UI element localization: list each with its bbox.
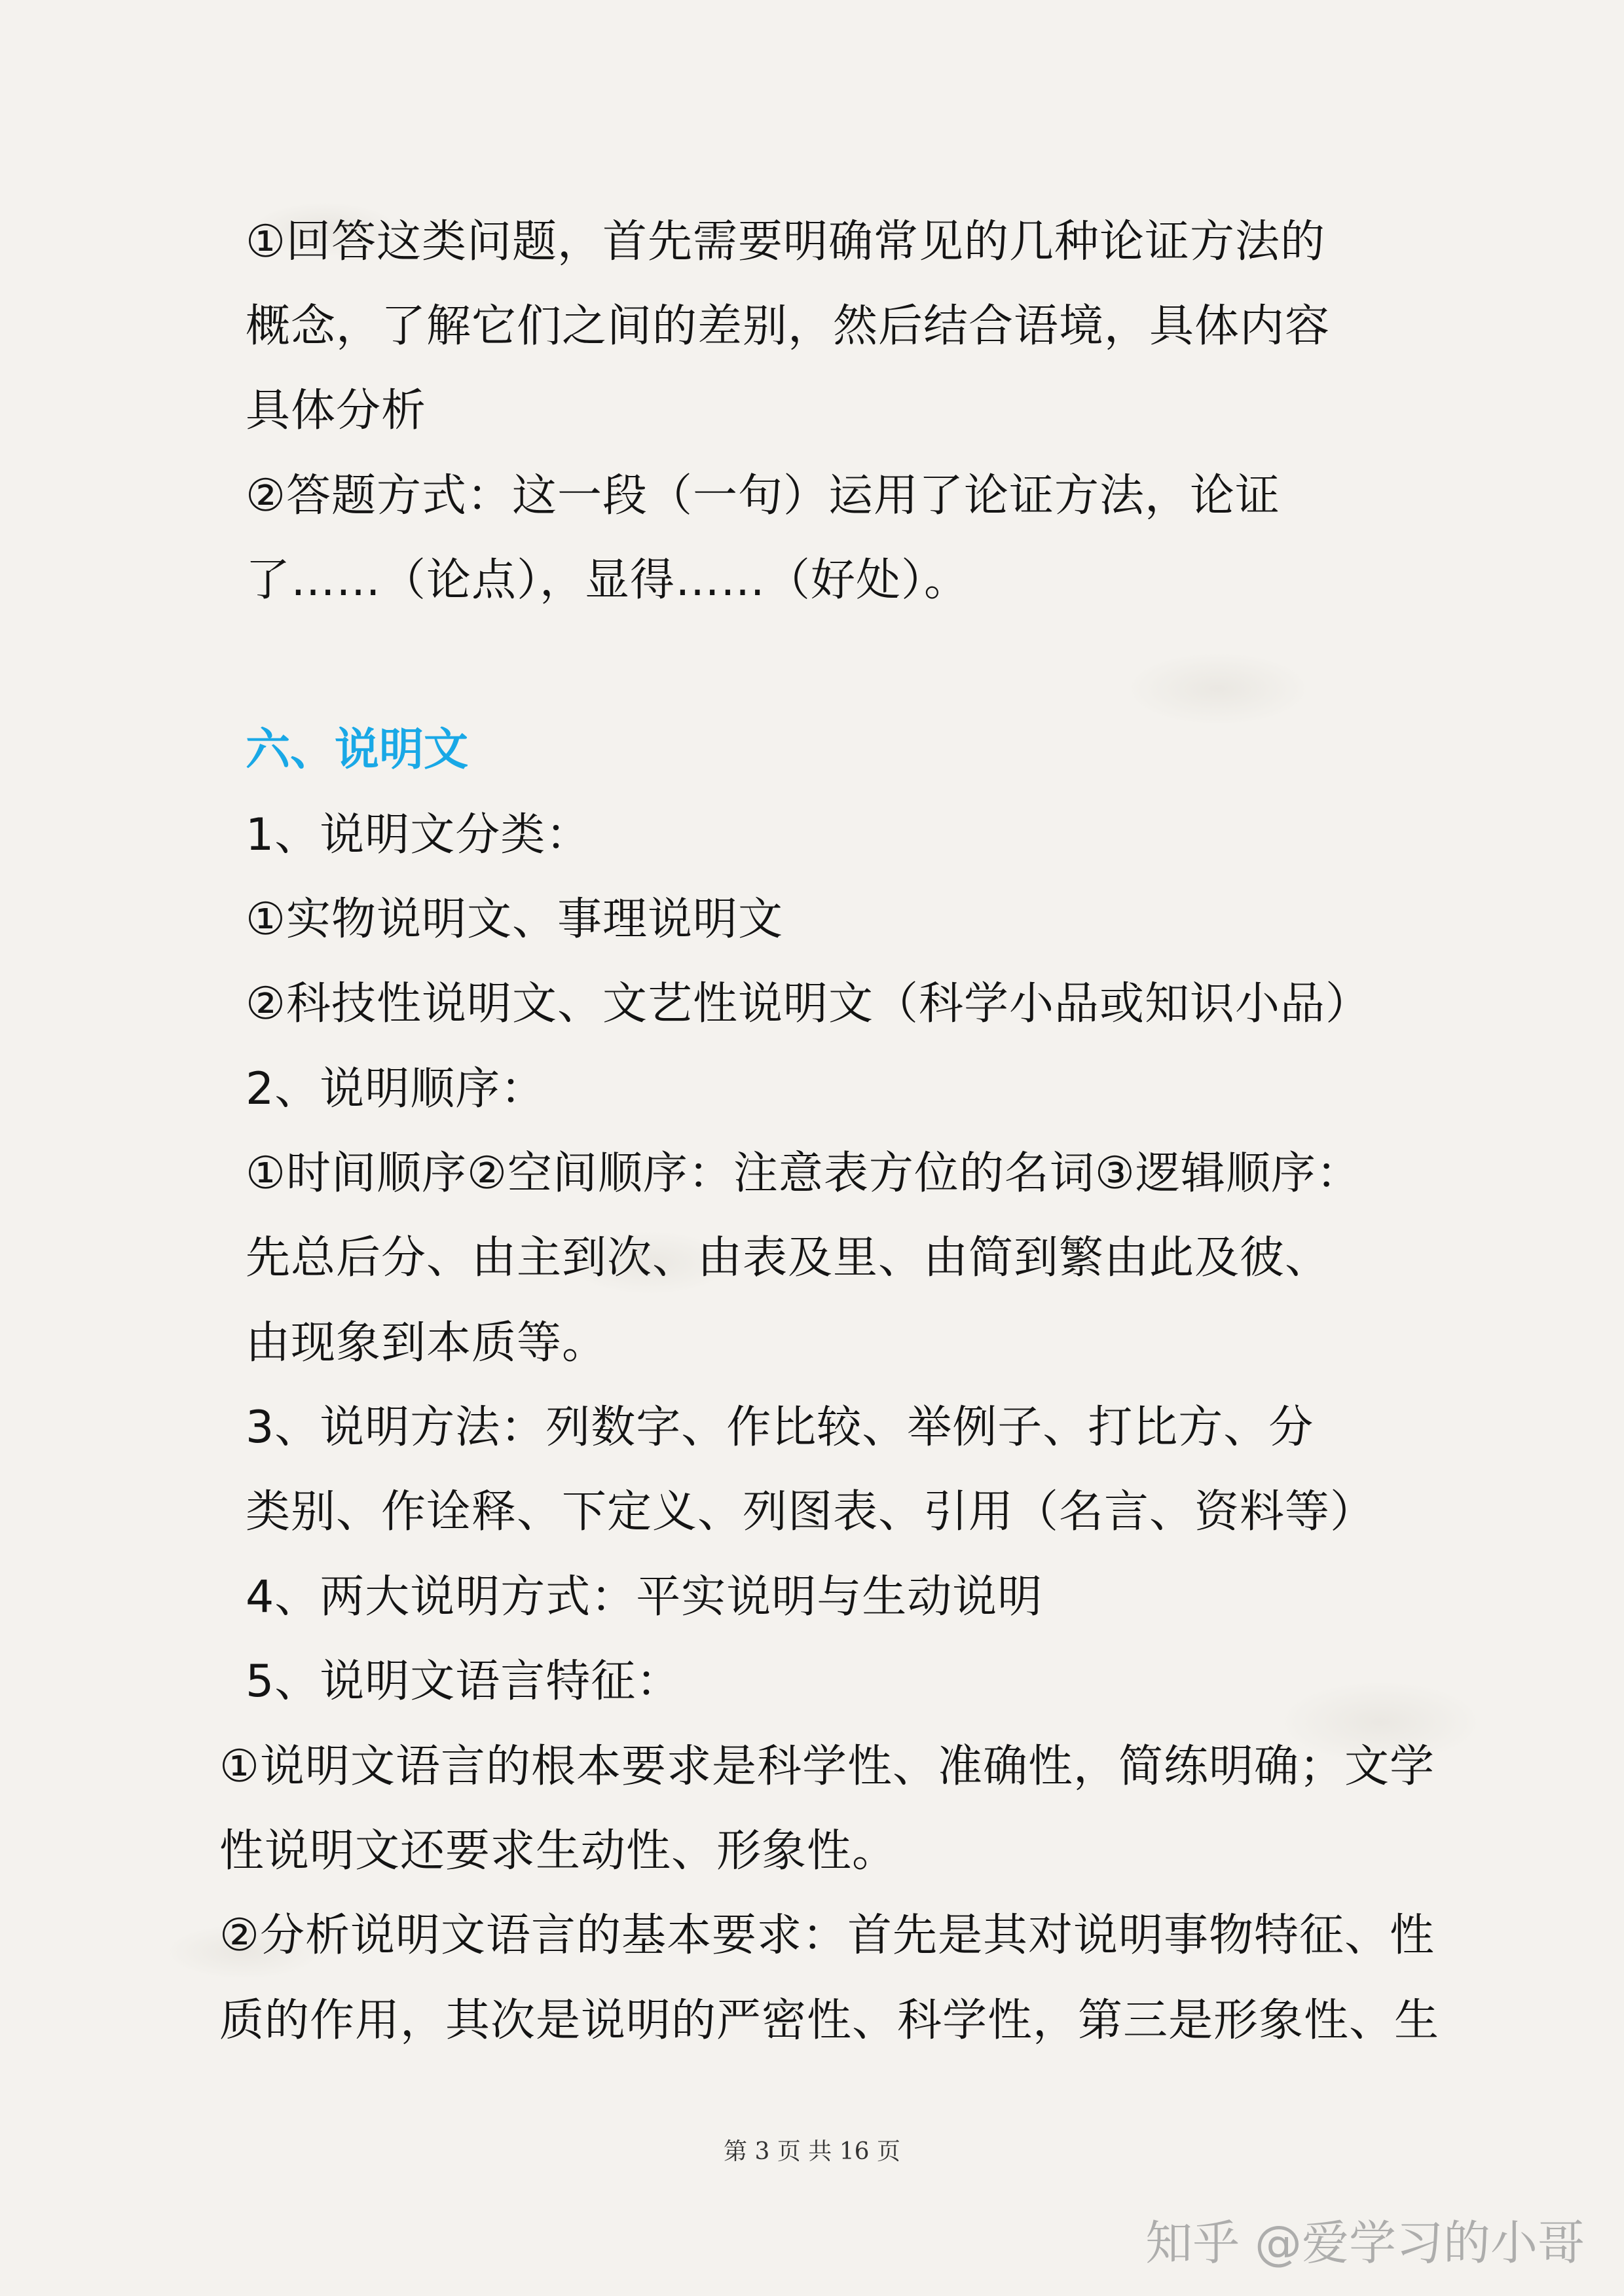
watermark: 知乎 @爱学习的小哥 [1145,2215,1585,2270]
page-footer: 第 3 页 共 16 页 [724,2138,900,2165]
paragraph-line: 概念，了解它们之间的差别，然后结合语境，具体内容 [246,301,1331,352]
section-line: ①实物说明文、事理说明文 [246,894,783,945]
section-heading: 六、说明文 [246,724,469,776]
section-line: 1、说明文分类： [246,809,591,861]
section-line: 5、说明文语言特征： [246,1656,682,1707]
feature-line: 性说明文还要求生动性、形象性。 [219,1825,898,1877]
section-line: ②科技性说明文、文艺性说明文（科学小品或知识小品） [246,978,1371,1030]
section-line: 3、说明方法：列数字、作比较、举例子、打比方、分 [246,1402,1314,1453]
feature-line: ②分析说明文语言的基本要求：首先是其对说明事物特征、性 [219,1910,1435,1961]
section-line: 由现象到本质等。 [246,1317,608,1369]
section-line: 先总后分、由主到次、由表及里、由简到繁由此及彼、 [246,1232,1331,1284]
feature-line: 质的作用，其次是说明的严密性、科学性，第三是形象性、生 [219,1995,1440,2047]
paragraph-line: 具体分析 [246,385,427,437]
section-line: 4、两大说明方式：平实说明与生动说明 [246,1571,1043,1623]
paragraph-line: 了……（论点），显得……（好处）。 [246,555,970,606]
section-line: 2、说明顺序： [246,1063,546,1115]
section-line: 类别、作诠释、下定义、列图表、引用（名言、资料等） [246,1486,1376,1538]
feature-line: ①说明文语言的根本要求是科学性、准确性，简练明确；文学 [219,1741,1435,1793]
paragraph-line: ②答题方式：这一段（一句）运用了论证方法，论证 [246,470,1280,522]
paragraph-line: ①回答这类问题，首先需要明确常见的几种论证方法的 [246,216,1325,268]
section-line: ①时间顺序②空间顺序：注意表方位的名词③逻辑顺序： [246,1148,1361,1199]
